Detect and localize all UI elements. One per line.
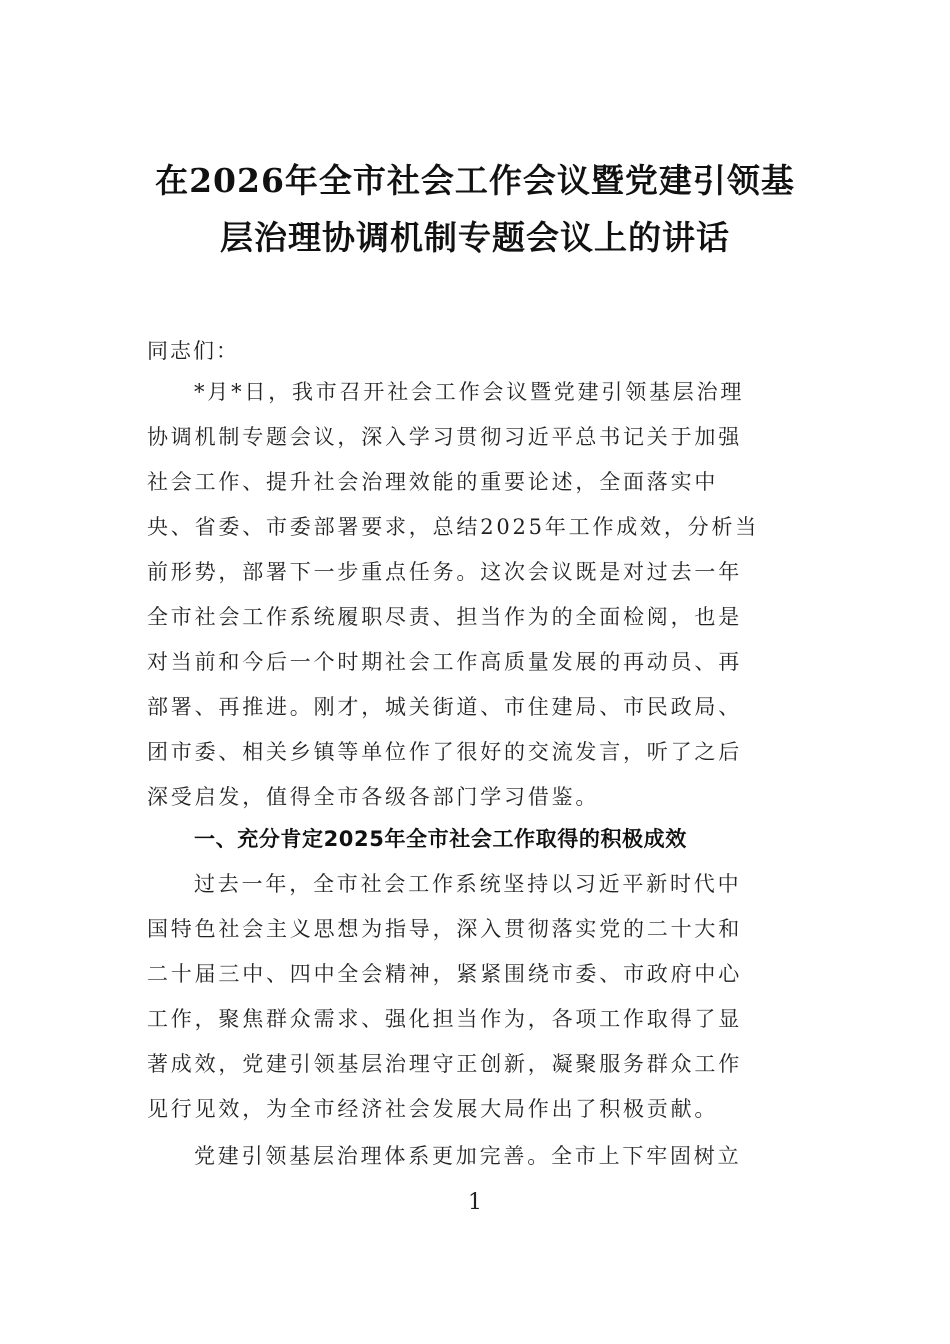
paragraph-line: 著成效，党建引领基层治理守正创新，凝聚服务群众工作 [147, 1052, 742, 1076]
paragraph-line: 对当前和今后一个时期社会工作高质量发展的再动员、再 [147, 650, 742, 674]
paragraph-line: 党建引领基层治理体系更加完善。全市上下牢固树立 [194, 1144, 742, 1168]
paragraph-line: 全市社会工作系统履职尽责、担当作为的全面检阅，也是 [147, 605, 742, 629]
paragraph-line: 见行见效，为全市经济社会发展大局作出了积极贡献。 [147, 1097, 719, 1121]
paragraph-line: 工作，聚焦群众需求、强化担当作为，各项工作取得了显 [147, 1007, 742, 1031]
paragraph-achievements [147, 862, 797, 1132]
title-line-1: 在2026年全市社会工作会议暨党建引领基 [155, 161, 795, 200]
paragraph-line: 国特色社会主义思想为指导，深入贯彻落实党的二十大和 [147, 917, 742, 941]
paragraph-line: 前形势，部署下一步重点任务。这次会议既是对过去一年 [147, 560, 742, 584]
title-line-2: 层治理协调机制专题会议上的讲话 [220, 218, 730, 257]
paragraph-intro [147, 370, 797, 820]
paragraph-line: 过去一年，全市社会工作系统坚持以习近平新时代中 [194, 872, 742, 896]
paragraph-line: 协调机制专题会议，深入学习贯彻习近平总书记关于加强 [147, 425, 742, 449]
paragraph-line: *月*日，我市召开社会工作会议暨党建引领基层治理 [194, 380, 745, 404]
paragraph-line: 央、省委、市委部署要求，总结2025年工作成效，分析当 [147, 515, 760, 539]
paragraph-line: 二十届三中、四中全会精神，紧紧围绕市委、市政府中心 [147, 962, 742, 986]
salutation: 同志们： [147, 339, 239, 363]
paragraph-party-building [147, 1134, 797, 1179]
paragraph-line: 社会工作、提升社会治理效能的重要论述，全面落实中 [147, 470, 719, 494]
document-title [120, 152, 830, 266]
section-heading-1: 一、充分肯定2025年全市社会工作取得的积极成效 [194, 827, 687, 851]
paragraph-line: 部署、再推进。刚才，城关街道、市住建局、市民政局、 [147, 695, 742, 719]
paragraph-line: 深受启发，值得全市各级各部门学习借鉴。 [147, 785, 600, 809]
page-number: 1 [468, 1190, 482, 1215]
paragraph-line: 团市委、相关乡镇等单位作了很好的交流发言，听了之后 [147, 740, 742, 764]
